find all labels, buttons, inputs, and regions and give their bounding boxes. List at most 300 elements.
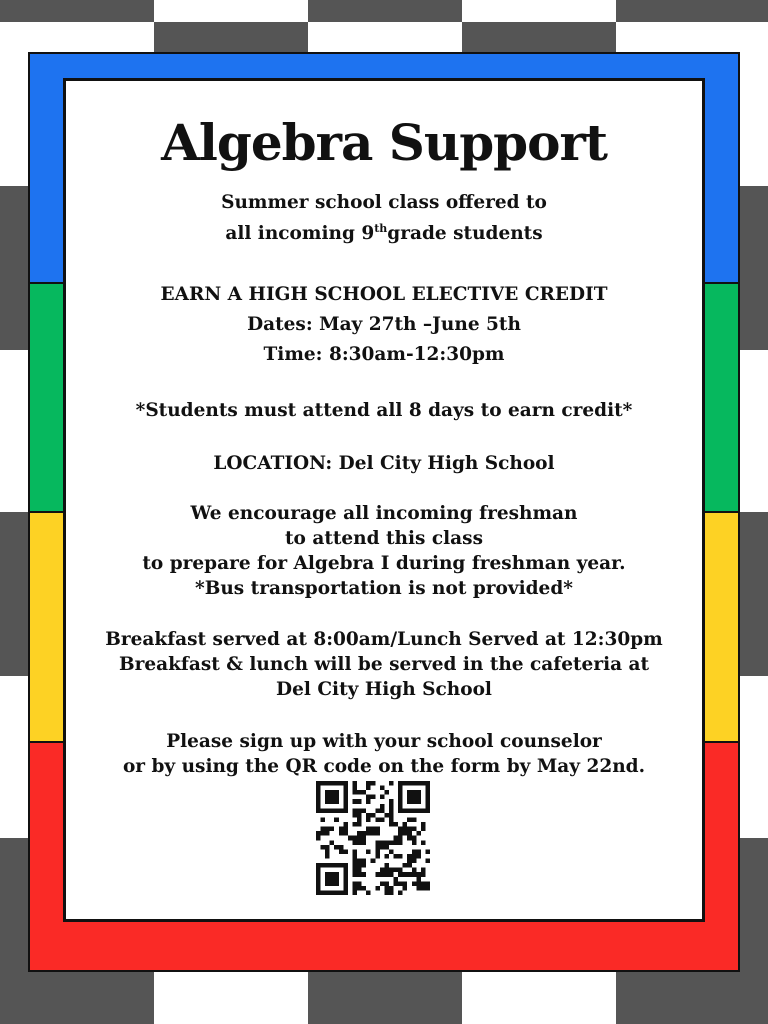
checker-square <box>308 22 462 52</box>
qr-module <box>394 881 399 886</box>
qr-module <box>316 799 321 804</box>
encourage-line: We encourage all incoming freshman <box>190 503 578 524</box>
qr-module <box>343 831 348 836</box>
qr-module <box>334 795 339 800</box>
qr-module <box>389 868 394 873</box>
qr-module <box>330 840 335 845</box>
qr-module <box>412 799 417 804</box>
qr-module <box>398 808 403 813</box>
qr-module <box>380 795 385 800</box>
qr-module <box>330 781 335 786</box>
checker-square <box>0 838 28 972</box>
qr-module <box>398 836 403 841</box>
qr-module <box>325 827 330 832</box>
qr-module <box>398 790 403 795</box>
qr-module <box>375 854 380 859</box>
qr-module <box>362 872 367 877</box>
qr-module <box>334 890 339 895</box>
qr-module <box>366 827 371 832</box>
qr-module <box>398 795 403 800</box>
qr-module <box>366 795 371 800</box>
qr-module <box>394 836 399 841</box>
qr-module <box>343 795 348 800</box>
qr-module <box>412 808 417 813</box>
qr-module <box>389 849 394 854</box>
qr-module <box>357 831 362 836</box>
qr-module <box>425 790 430 795</box>
qr-module <box>407 827 412 832</box>
qr-module <box>339 781 344 786</box>
qr-module <box>334 781 339 786</box>
qr-module <box>339 831 344 836</box>
qr-module <box>343 827 348 832</box>
intro-line-1: Summer school class offered to <box>221 192 547 213</box>
qr-module <box>389 872 394 877</box>
qr-module <box>416 849 421 854</box>
qr-module <box>407 859 412 864</box>
qr-module <box>384 790 389 795</box>
qr-module <box>412 795 417 800</box>
qr-code[interactable] <box>316 781 430 895</box>
qr-module <box>398 872 403 877</box>
qr-module <box>325 872 330 877</box>
qr-module <box>398 890 403 895</box>
qr-module <box>357 886 362 891</box>
qr-module <box>421 808 426 813</box>
qr-module <box>352 799 357 804</box>
qr-module <box>362 790 367 795</box>
qr-module <box>416 881 421 886</box>
qr-module <box>375 886 380 891</box>
qr-module <box>375 817 380 822</box>
qr-module <box>325 795 330 800</box>
qr-module <box>343 781 348 786</box>
qr-module <box>330 795 335 800</box>
qr-module <box>398 799 403 804</box>
qr-module <box>334 881 339 886</box>
qr-module <box>339 890 344 895</box>
qr-module <box>357 863 362 868</box>
meals-line: Breakfast & lunch will be served in the cafeteria at <box>118 654 650 675</box>
checker-square <box>0 512 28 676</box>
qr-module <box>384 863 389 868</box>
qr-module <box>412 868 417 873</box>
qr-module <box>416 808 421 813</box>
qr-module <box>366 849 371 854</box>
qr-module <box>366 799 371 804</box>
qr-module <box>325 799 330 804</box>
qr-module <box>398 881 403 886</box>
qr-module <box>357 813 362 818</box>
qr-module <box>316 868 321 873</box>
qr-module <box>330 872 335 877</box>
qr-module <box>375 840 380 845</box>
qr-module <box>325 854 330 859</box>
qr-module <box>316 804 321 809</box>
signup-line: or by using the QR code on the form by May 22nd. <box>122 756 646 777</box>
qr-module <box>334 877 339 882</box>
qr-module <box>398 840 403 845</box>
qr-module <box>334 799 339 804</box>
qr-module <box>380 840 385 845</box>
qr-module <box>334 817 339 822</box>
qr-module <box>352 822 357 827</box>
qr-module <box>407 863 412 868</box>
qr-module <box>425 799 430 804</box>
qr-module <box>352 886 357 891</box>
qr-module <box>357 868 362 873</box>
qr-module <box>425 795 430 800</box>
qr-module <box>389 813 394 818</box>
qr-module <box>366 781 371 786</box>
qr-module <box>412 790 417 795</box>
qr-module <box>362 840 367 845</box>
qr-module <box>412 859 417 864</box>
qr-module <box>407 795 412 800</box>
qr-module <box>407 854 412 859</box>
qr-module <box>412 854 417 859</box>
location-line: LOCATION: Del City High School <box>213 453 555 474</box>
qr-module <box>352 781 357 786</box>
qr-module <box>325 808 330 813</box>
qr-module <box>398 804 403 809</box>
qr-module <box>352 863 357 868</box>
qr-module <box>325 863 330 868</box>
qr-module <box>389 799 394 804</box>
qr-module <box>357 822 362 827</box>
qr-module <box>343 886 348 891</box>
qr-module <box>389 817 394 822</box>
qr-module <box>407 817 412 822</box>
qr-module <box>407 781 412 786</box>
qr-module <box>357 836 362 841</box>
flyer-panel <box>63 78 705 922</box>
qr-module <box>339 863 344 868</box>
qr-module <box>425 781 430 786</box>
qr-module <box>421 881 426 886</box>
qr-module <box>343 877 348 882</box>
qr-module <box>403 808 408 813</box>
qr-module <box>407 790 412 795</box>
qr-module <box>389 808 394 813</box>
qr-module <box>384 840 389 845</box>
qr-module <box>325 877 330 882</box>
grade-ordinal-suffix: th <box>374 221 388 235</box>
qr-module <box>366 831 371 836</box>
qr-module <box>321 845 326 850</box>
qr-module <box>343 863 348 868</box>
checker-square <box>154 972 308 1024</box>
qr-module <box>325 890 330 895</box>
qr-module <box>343 786 348 791</box>
qr-module <box>343 849 348 854</box>
checker-square <box>616 22 768 52</box>
qr-module <box>362 859 367 864</box>
qr-module <box>394 840 399 845</box>
qr-module <box>412 827 417 832</box>
qr-module <box>416 790 421 795</box>
flyer-title: Algebra Support <box>161 113 607 172</box>
qr-module <box>330 881 335 886</box>
qr-module <box>330 799 335 804</box>
qr-module <box>343 872 348 877</box>
checker-square <box>154 22 308 52</box>
qr-module <box>425 881 430 886</box>
qr-module <box>316 881 321 886</box>
qr-module <box>380 817 385 822</box>
qr-module <box>352 854 357 859</box>
qr-module <box>375 849 380 854</box>
qr-module <box>325 849 330 854</box>
qr-module <box>352 836 357 841</box>
qr-module <box>416 799 421 804</box>
qr-module <box>412 872 417 877</box>
meals-line: Breakfast served at 8:00am/Lunch Served at 12:30pm <box>105 629 663 650</box>
qr-module <box>330 790 335 795</box>
qr-module <box>366 890 371 895</box>
qr-module <box>407 799 412 804</box>
qr-module <box>371 831 376 836</box>
qr-module <box>380 881 385 886</box>
qr-module <box>316 790 321 795</box>
qr-module <box>357 840 362 845</box>
qr-module <box>380 872 385 877</box>
qr-module <box>321 781 326 786</box>
attendance-note: *Students must attend all 8 days to earn credit* <box>135 400 633 421</box>
qr-module <box>371 859 376 864</box>
qr-module <box>425 808 430 813</box>
qr-module <box>330 808 335 813</box>
qr-module <box>357 872 362 877</box>
qr-module <box>371 795 376 800</box>
qr-module <box>316 836 321 841</box>
qr-module <box>416 854 421 859</box>
qr-module <box>330 827 335 832</box>
checker-square <box>0 22 154 52</box>
qr-module <box>352 890 357 895</box>
qr-module <box>380 808 385 813</box>
qr-module <box>384 872 389 877</box>
qr-module <box>412 881 417 886</box>
qr-module <box>403 872 408 877</box>
qr-module <box>421 840 426 845</box>
qr-module <box>412 817 417 822</box>
qr-module <box>384 868 389 873</box>
qr-module <box>403 781 408 786</box>
qr-module <box>343 808 348 813</box>
qr-module <box>334 863 339 868</box>
qr-module <box>366 786 371 791</box>
qr-module <box>398 854 403 859</box>
qr-module <box>394 877 399 882</box>
qr-module <box>316 872 321 877</box>
qr-module <box>334 845 339 850</box>
qr-module <box>421 827 426 832</box>
qr-module <box>416 781 421 786</box>
qr-module <box>352 786 357 791</box>
qr-module <box>398 786 403 791</box>
qr-module <box>412 840 417 845</box>
qr-module <box>357 859 362 864</box>
qr-module <box>321 808 326 813</box>
qr-module <box>375 827 380 832</box>
qr-module <box>362 836 367 841</box>
qr-module <box>403 822 408 827</box>
qr-module <box>371 781 376 786</box>
time-line: Time: 8:30am-12:30pm <box>263 344 505 365</box>
qr-module <box>394 868 399 873</box>
qr-module <box>339 808 344 813</box>
qr-module <box>321 863 326 868</box>
qr-module <box>343 799 348 804</box>
encourage-line: to prepare for Algebra I during freshman year. <box>142 553 626 574</box>
qr-module <box>352 859 357 864</box>
qr-module <box>362 808 367 813</box>
qr-module <box>416 831 421 836</box>
qr-module <box>316 781 321 786</box>
checker-square <box>740 512 768 676</box>
qr-module <box>316 877 321 882</box>
qr-module <box>357 817 362 822</box>
qr-module <box>362 831 367 836</box>
qr-module <box>412 781 417 786</box>
qr-module <box>421 868 426 873</box>
qr-module <box>394 854 399 859</box>
qr-module <box>334 808 339 813</box>
qr-module <box>352 813 357 818</box>
qr-module <box>343 868 348 873</box>
qr-module <box>352 790 357 795</box>
qr-module <box>403 863 408 868</box>
checker-square <box>0 972 154 1024</box>
qr-module <box>425 786 430 791</box>
qr-module <box>321 890 326 895</box>
qr-module <box>403 827 408 832</box>
intro-line-2 <box>66 222 702 246</box>
intro-line-2-text-end: grade students <box>387 223 543 244</box>
qr-module <box>357 799 362 804</box>
qr-module <box>398 831 403 836</box>
qr-module <box>403 831 408 836</box>
checker-square <box>0 0 154 22</box>
qr-module <box>375 845 380 850</box>
qr-module <box>339 849 344 854</box>
qr-module <box>384 854 389 859</box>
qr-module <box>321 817 326 822</box>
qr-module <box>421 781 426 786</box>
qr-module <box>343 790 348 795</box>
qr-module <box>371 813 376 818</box>
qr-module <box>403 881 408 886</box>
qr-module <box>371 827 376 832</box>
checker-square <box>462 972 616 1024</box>
qr-module <box>375 831 380 836</box>
qr-module <box>316 786 321 791</box>
qr-module <box>366 813 371 818</box>
qr-module <box>380 845 385 850</box>
qr-module <box>407 808 412 813</box>
qr-module <box>416 877 421 882</box>
qr-module <box>352 840 357 845</box>
signup-line: Please sign up with your school counselor <box>166 731 602 752</box>
dates-line: Dates: May 27th –June 5th <box>247 314 521 335</box>
qr-module <box>357 790 362 795</box>
qr-module <box>425 849 430 854</box>
qr-module <box>407 872 412 877</box>
qr-module <box>384 886 389 891</box>
qr-module <box>352 849 357 854</box>
qr-module <box>394 822 399 827</box>
qr-module <box>389 822 394 827</box>
qr-module <box>343 890 348 895</box>
qr-module <box>407 831 412 836</box>
qr-module <box>407 836 412 841</box>
qr-module <box>352 872 357 877</box>
qr-module <box>316 886 321 891</box>
qr-module <box>325 845 330 850</box>
qr-module <box>375 872 380 877</box>
checker-square <box>462 0 616 22</box>
qr-module <box>316 808 321 813</box>
qr-module <box>325 781 330 786</box>
qr-module <box>403 886 408 891</box>
qr-module <box>348 836 353 841</box>
qr-module <box>343 822 348 827</box>
qr-module <box>316 795 321 800</box>
qr-module <box>339 827 344 832</box>
bus-note: *Bus transportation is not provided* <box>195 578 573 599</box>
qr-module <box>425 804 430 809</box>
qr-module <box>389 886 394 891</box>
qr-module <box>330 863 335 868</box>
qr-module <box>416 795 421 800</box>
checker-square <box>462 22 616 52</box>
qr-module <box>389 781 394 786</box>
qr-module <box>357 808 362 813</box>
qr-module <box>321 831 326 836</box>
qr-module <box>380 786 385 791</box>
qr-module <box>366 817 371 822</box>
qr-module <box>325 881 330 886</box>
qr-module <box>380 868 385 873</box>
qr-module <box>384 813 389 818</box>
qr-module <box>339 845 344 850</box>
qr-module <box>334 872 339 877</box>
encourage-line: to attend this class <box>285 528 483 549</box>
checker-square <box>154 0 308 22</box>
qr-module <box>352 808 357 813</box>
qr-module <box>398 827 403 832</box>
qr-module <box>380 804 385 809</box>
qr-module <box>421 822 426 827</box>
checker-square <box>616 0 768 22</box>
qr-module <box>343 881 348 886</box>
checker-square <box>308 0 462 22</box>
qr-module <box>316 890 321 895</box>
qr-module <box>384 890 389 895</box>
qr-module <box>375 808 380 813</box>
checker-square <box>308 972 462 1024</box>
qr-module <box>384 881 389 886</box>
qr-module <box>316 863 321 868</box>
qr-module <box>325 831 330 836</box>
qr-module <box>362 886 367 891</box>
qr-module <box>389 804 394 809</box>
qr-module <box>389 890 394 895</box>
qr-module <box>321 827 326 832</box>
qr-module <box>352 868 357 873</box>
qr-module <box>352 881 357 886</box>
